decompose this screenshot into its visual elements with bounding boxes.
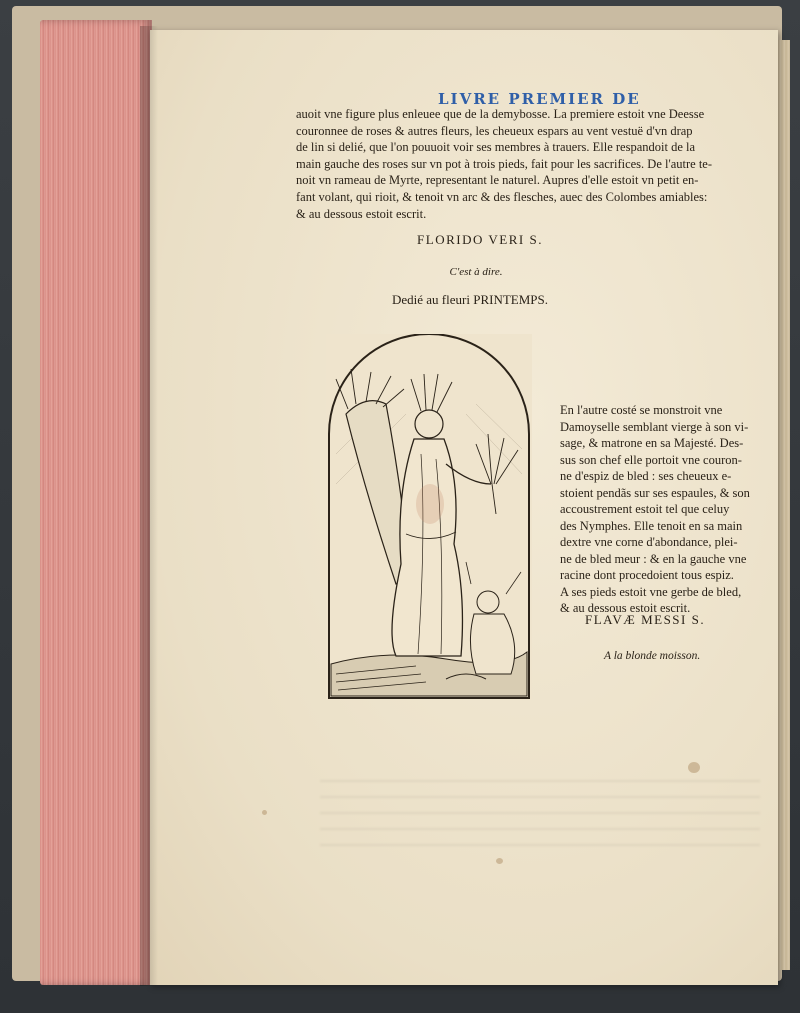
show-through-text bbox=[320, 780, 760, 850]
body-paragraph bbox=[296, 106, 756, 222]
page-edges-stack bbox=[40, 20, 152, 985]
text-line: Damoyselle semblant vierge à son vi- bbox=[560, 419, 749, 434]
text-line: ne d'espiz de bled : ses cheueux e- bbox=[560, 469, 732, 483]
gutter-shadow bbox=[140, 26, 158, 986]
foxing-spot bbox=[688, 762, 700, 773]
text-line: sus son chef elle portoit vne couron- bbox=[560, 452, 742, 467]
text-line: stoient pendãs sur ses espaules, & son bbox=[560, 485, 750, 500]
text-line: main gauche des roses sur vn pot à trois pieds, fait pour les sacrifices. De l'autre te- bbox=[296, 156, 713, 171]
inscription-latin: FLORIDO VERI S. bbox=[417, 232, 543, 247]
text-line: couronnee de roses & autres fleurs, les cheueux espars au vent vestuë d'vn drap bbox=[296, 123, 693, 138]
foxing-spot bbox=[262, 810, 267, 815]
text-line: fant volant, qui rioit, & tenoit vn arc & des flesches, auec des Colombes amiables: bbox=[296, 189, 708, 204]
inscription-french-2: A la blonde moisson. bbox=[604, 650, 701, 662]
text-line: & au dessous estoit escrit. bbox=[296, 206, 427, 221]
text-line: noit vn rameau de Myrte, representant le naturel. Aupres d'elle estoit vn petit en- bbox=[296, 173, 699, 188]
text-line: de lin si delié, que l'on pouuoit voir ses membres à trauers. Elle respandoit de la bbox=[296, 140, 696, 155]
text-line: auoit vne figure plus enleuee que de la demybosse. La premiere estoit vne Deesse bbox=[296, 107, 705, 121]
text-line: des Nymphes. Elle tenoit en sa main bbox=[560, 518, 743, 533]
foxing-spot bbox=[496, 858, 503, 864]
text-line: sage, & matrone en sa Majesté. Des- bbox=[560, 436, 744, 450]
text-line: En l'autre costé se monstroit vne bbox=[560, 403, 723, 417]
inscription-latin-2: FLAVÆ MESSI S. bbox=[585, 612, 706, 627]
woodcut-illustration bbox=[326, 334, 532, 700]
text-line: & au dessous estoit escrit. bbox=[560, 601, 691, 615]
text-line: ne de bled meur : & en la gauche vne bbox=[560, 551, 747, 566]
inscription-french: Dedié au fleuri PRINTEMPS. bbox=[392, 292, 548, 307]
text-line: racine dont procedoient tous espiz. bbox=[560, 568, 734, 582]
inscription-connector: C'est à dire. bbox=[449, 266, 503, 278]
side-paragraph bbox=[560, 402, 770, 617]
text-line: dextre vne corne d'abondance, plei- bbox=[560, 535, 738, 549]
text-line: A ses pieds estoit vne gerbe de bled, bbox=[560, 584, 742, 599]
text-line: accoustrement estoit tel que celuy bbox=[560, 502, 730, 516]
running-title: LIVRE PREMIER DE bbox=[438, 90, 641, 108]
